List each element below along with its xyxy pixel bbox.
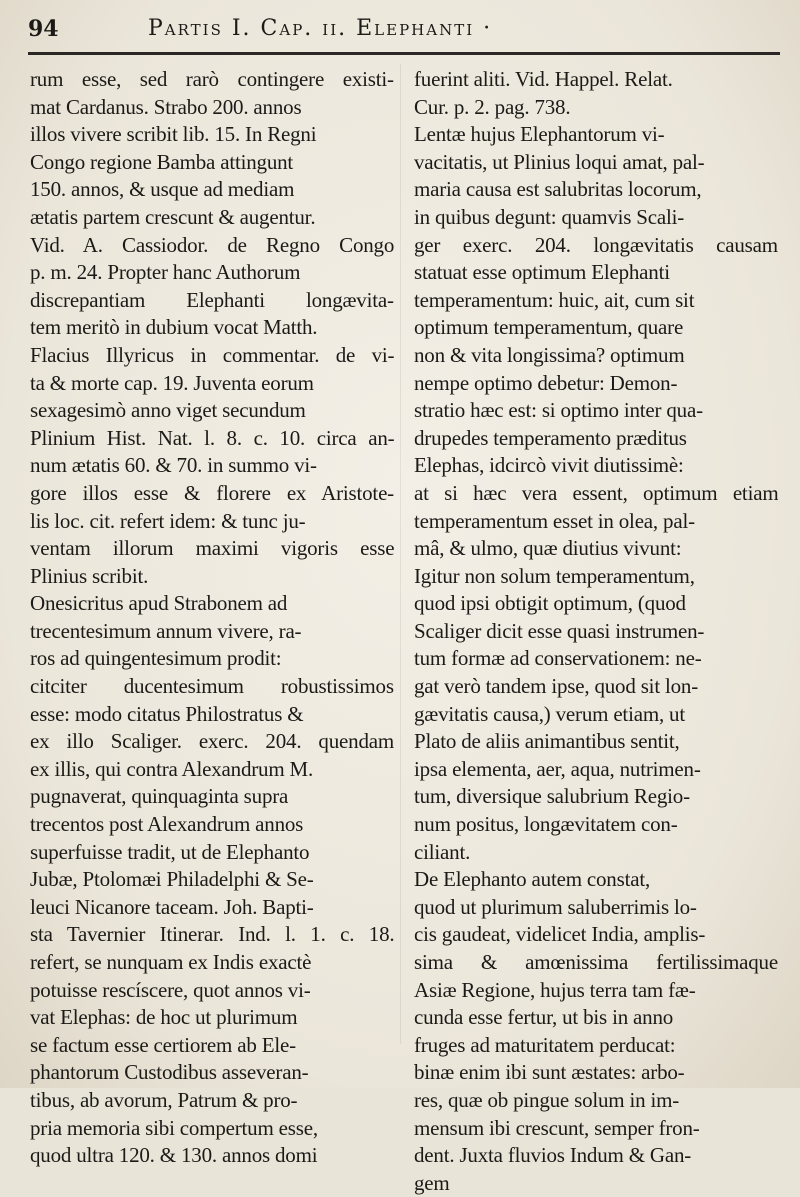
text-line: drupedes temperamento præditus [414,425,687,450]
text-line: tem meritò in dubium vocat Matth. [30,315,318,340]
text-line: Plinium Hist. Nat. l. 8. c. 10. circa an- [30,425,394,450]
text-line: nempe optimo debetur: Demon- [414,370,678,395]
text-line: sexagesimò anno viget secundum [30,398,306,423]
text-line: Congo regione Bamba attingunt [30,149,294,174]
text-line: Cur. p. 2. pag. 738. [414,94,571,119]
text-line: fuerint aliti. Vid. Happel. Relat. [414,67,673,91]
text-line: Asiæ Regione, hujus terra tam fæ- [414,977,696,1002]
header-rule [28,52,780,55]
text-line: cis gaudeat, videlicet India, amplis- [414,922,706,947]
text-line: cunda esse fertur, ut bis in anno [414,1005,674,1030]
text-line: lis loc. cit. refert idem: & tunc ju- [30,508,306,533]
text-line: leuci Nicanore taceam. Joh. Bapti- [30,894,314,919]
text-line: quod ut plurimum saluberrimis lo- [414,894,697,919]
text-line: De Elephanto autem constat, [414,867,651,892]
text-line: potuisse rescíscere, quot annos vi- [30,977,311,1002]
text-line: quod ipsi obtigit optimum, (quod [414,591,686,616]
text-line: Flacius Illyricus in commentar. de vi- [30,342,394,367]
text-line: se factum esse certiorem ab Ele- [30,1032,296,1057]
text-line: gat verò tandem ipse, quod sit lon- [414,674,699,699]
text-line: quod ultra 120. & 130. annos domi [30,1143,318,1168]
text-line: phantorum Custodibus asseveran- [30,1060,309,1085]
text-line: statuat esse optimum Elephanti [414,260,670,285]
text-line: tibus, ab avorum, Patrum & pro- [30,1087,298,1112]
text-line: ex illis, qui contra Alexandrum M. [30,756,314,781]
text-line: ipsa elementa, aer, aqua, nutrimen- [414,756,701,781]
text-line: Lentæ hujus Elephantorum vi- [414,122,665,147]
text-line: gævitatis causa,) verum etiam, ut [414,701,685,726]
text-line: Elephas, idcircò vivit diutissimè: [414,453,684,478]
text-line: pugnaverat, quinquaginta supra [30,784,289,809]
text-line: vacitatis, ut Plinius loqui amat, pal- [414,149,705,174]
text-line: ger exerc. 204. longævitatis causam [414,232,778,257]
text-line: discrepantiam Elephanti longævita- [30,287,394,312]
page-header [28,16,788,56]
text-line: Vid. A. Cassiodor. de Regno Congo [30,232,394,257]
text-line: num positus, longævitatem con- [414,812,678,837]
page-number: 94 [28,16,59,42]
text-line: vat Elephas: de hoc ut plurimum [30,1005,298,1030]
text-line: ex illo Scaliger. exerc. 204. quendam [30,729,394,754]
text-line: ætatis partem crescunt & augentur. [30,204,316,229]
text-line: p. m. 24. Propter hanc Authorum [30,260,301,285]
text-line: Plato de aliis animantibus sentit, [414,729,680,754]
text-line: mensum ibi crescunt, semper fron- [414,1115,700,1140]
text-line: temperamentum esset in olea, pal- [414,508,695,533]
text-line: pria memoria sibi compertum esse, [30,1115,318,1140]
text-line: citciter ducentesimum robustissimos [30,674,394,699]
text-line: stratio hæc est: si optimo inter qua- [414,398,703,423]
text-line: binæ enim ibi sunt æstates: arbo- [414,1060,685,1085]
text-line: trecentos post Alexandrum annos [30,812,304,837]
right-column [414,66,778,1197]
text-line: Igitur non solum temperamentum, [414,563,695,588]
text-line: Scaliger dicit esse quasi instrumen- [414,618,705,643]
text-line: superfuisse tradit, ut de Elephanto [30,839,310,864]
left-column [30,66,394,1170]
text-line: dent. Juxta fluvios Indum & Gan- [414,1143,692,1168]
column-gutter [400,64,401,1044]
running-head: Partis I. Cap. ii. Elephanti · [148,16,493,41]
text-line: num ætatis 60. & 70. in summo vi- [30,453,317,478]
text-line: in quibus degunt: quamvis Scali- [414,204,685,229]
text-line: fruges ad maturitatem perducat: [414,1032,676,1057]
text-line: 150. annos, & usque ad mediam [30,177,295,202]
text-line: tum formæ ad conservationem: ne- [414,646,702,671]
text-line: esse: modo citatus Philostratus & [30,701,304,726]
text-line: mat Cardanus. Strabo 200. annos [30,94,302,119]
text-line: sta Tavernier Itinerar. Ind. l. 1. c. 18. [30,922,394,947]
text-line: Plinius scribit. [30,563,149,588]
text-line: illos vivere scribit lib. 15. In Regni [30,122,317,147]
text-line: Onesicritus apud Strabonem ad [30,591,288,616]
text-line: res, quæ ob pingue solum in im- [414,1087,680,1112]
text-line: trecentesimum annum vivere, ra- [30,618,302,643]
text-line: rum esse, sed rarò contingere existi- [30,67,394,91]
text-line: at si hæc vera essent, optimum etiam [414,480,778,505]
text-line: ros ad quingentesimum prodit: [30,646,282,671]
text-line: refert, se nunquam ex Indis exactè [30,950,312,974]
text-line: ta & morte cap. 19. Juventa eorum [30,370,314,395]
text-line: tum, diversique salubrium Regio- [414,784,690,809]
text-line: ventam illorum maximi vigoris esse [30,536,394,561]
text-line: mâ, & ulmo, quæ diutius vivunt: [414,536,682,561]
text-line: temperamentum: huic, ait, cum sit [414,287,695,312]
text-line: gore illos esse & florere ex Aristote- [30,480,394,505]
text-line: sima & amœnissima fertilissimaque [414,950,778,974]
text-line: optimum temperamentum, quare [414,315,684,340]
text-line: maria causa est salubritas locorum, [414,177,702,202]
text-line: Jubæ, Ptolomæi Philadelphi & Se- [30,867,314,892]
text-line: gem [414,1170,450,1195]
text-line: non & vita longissima? optimum [414,342,685,367]
text-line: ciliant. [414,839,471,864]
